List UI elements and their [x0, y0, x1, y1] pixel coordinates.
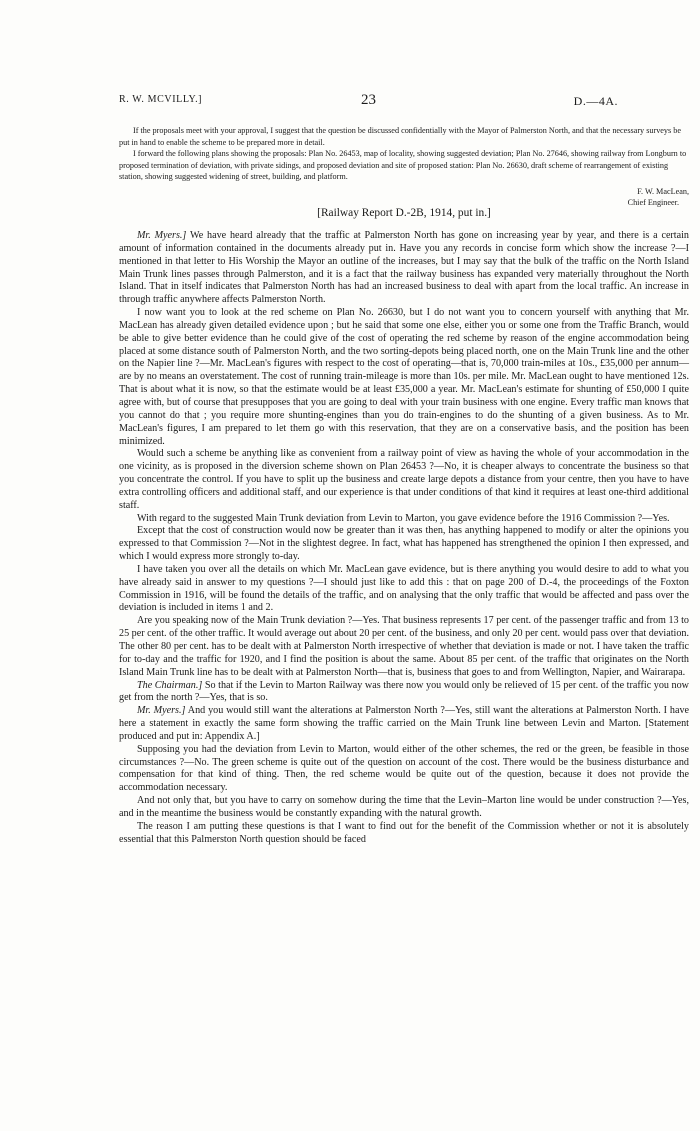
paragraph-text: So that if the Levin to Marton Railway was there now you would only be relieved of 15 per cent. of the traffic you now get from the north ?—Yes, that is so. — [119, 679, 689, 704]
testimony-paragraph — [119, 705, 689, 744]
page-header — [119, 92, 618, 112]
speaker-label: Mr. Myers.] — [137, 705, 186, 717]
testimony-paragraph — [119, 513, 689, 526]
paragraph-text: Supposing you had the deviation from Levin to Marton, would either of the other schemes, the red or the green, be feasible in those circumstances ?—No. The green scheme is quite out of the question on account of the cost. There would be the business disturbance and compensation for that kind of thing. Then, the red scheme would be quite out of the question, because it does not provide the accommodation necessary. — [119, 743, 689, 794]
testimony-paragraph — [119, 230, 689, 307]
header-witness-name: R. W. MCVILLY.] — [119, 94, 203, 105]
paragraph-text: We have heard already that the traffic at Palmerston North has gone on increasing year by year, and there is a certain amount of information contained in the documents already put in. Have you any records in concise form which show the increase ?—I mentioned in that letter to His Worship the Mayor an outline of the increases, but I may say that the bulk of the traffic on the North Island Main Trunk lines passes through Palmerston, and it is a fact that the railway business has expanded very materially throughout the North Island. That in itself indicates that Palmerston North has had an increased business to deal with apart from the local traffic. An increase in through traffic anywhere affects Palmerston North. — [119, 230, 689, 306]
report-caption: [Railway Report D.-2B, 1914, put in.] — [317, 207, 491, 219]
testimony-paragraph — [119, 615, 689, 679]
page-number: 23 — [361, 92, 376, 108]
header-document-code: D.—4A. — [573, 94, 618, 108]
testimony-paragraph — [119, 448, 689, 512]
testimony-paragraph — [119, 821, 689, 847]
paragraph-text: Would such a scheme be anything like as convenient from a railway point of view as having the whole of your accommodation in the one vicinity, as is proposed in the diversion scheme shown on Plan 26453 ?—No, it is cheaper always to concentrate the business so that you concentrate the control. If you have to split up the business and create large depots a distance from your centre, then you have to have extra controlling officers and additional staff, and our experience is that under conditions of that kind it requires at least one-third additional staff. — [119, 448, 689, 511]
paragraph-text: Are you speaking now of the Main Trunk deviation ?—Yes. That business represents 17 per cent. of the passenger traffic and from 13 to 25 per cent. of the other traffic. It would average out about 20 per cent. of the business, and only 20 per cent. would pass over that deviation. The other 80 per cent. has to be dealt with at Palmerston North irrespective of whether that deviation is made or not. I have taken the traffic for to-day and the traffic for 1920, and I find the position is about the same. About 85 per cent. of the traffic that originates on the North Island Main Trunk line has to be dealt with at Palmerston North—that is, business that goes to and from Wellington, Napier, and Wairarapa. — [119, 615, 689, 678]
paragraph-text: The reason I am putting these questions is that I want to find out for the benefit of the Commission whether or not it is absolutely essential that this Palmerston North question should be faced — [119, 820, 689, 845]
testimony-paragraph — [119, 795, 689, 821]
paragraph-text: Except that the cost of construction would now be greater than it was then, has anything happened to modify or alter the opinions you expressed to that Commission ?—Not in the slightest degree. In fact, what has happened has strengthened the opinion I then expressed, and which I would express more strongly to-day. — [119, 525, 689, 563]
signature-name: F. W. MacLean, — [637, 186, 689, 196]
signature-title: Chief Engineer. — [627, 197, 679, 207]
testimony-paragraph — [119, 744, 689, 795]
paragraph-text: I have taken you over all the details on which Mr. MacLean gave evidence, but is there anything you would desire to add to what you have already said in answer to my questions ?—I should just like to add this : that on page 200 of D.-4, the proceedings of the Foxton Commission in 1916, will be found the details of the traffic, and on analysing that the only traffic that would be affected and pass over the deviation is included in items 1 and 2. — [119, 563, 689, 614]
paragraph-text: And you would still want the alterations at Palmerston North ?—Yes, still want the alterations at Palmerston North. I have here a statement in exactly the same form showing the traffic carried on the Main Trunk line between Levin and Marton. [Statement produced and put in: Appendix A.] — [119, 705, 689, 742]
testimony-paragraph — [119, 680, 689, 706]
letter-signature — [119, 186, 689, 208]
testimony-body — [119, 230, 689, 847]
letter-excerpt — [119, 125, 689, 208]
testimony-paragraph — [119, 525, 689, 564]
paragraph-text: With regard to the suggested Main Trunk deviation from Levin to Marton, you gave evidence before the 1916 Commission ?—Yes. — [137, 512, 670, 524]
testimony-paragraph — [119, 307, 689, 448]
speaker-label: The Chairman.] — [137, 679, 203, 691]
testimony-paragraph — [119, 564, 689, 615]
paragraph-text: I now want you to look at the red scheme on Plan No. 26630, but I do not want you to concern yourself with anything that Mr. MacLean has already given detailed evidence upon ; but he said that some one else, either you or some one from the Traffic Branch, would be able to give better evidence than he could give of the cost of operating the red scheme by reason of the engine accommodation being placed at some distance south of Palmerston North, and the two sorting-depots being placed north, one on the Main Trunk line and the other on the Napier line ?—Mr. MacLean's figures with respect to the cost of operating—that is, 70,000 train-miles at 10s., £35,000 per annum—are by no means an overstatement. The cost of running train-mileage is more than 10s. per mile. Mr. MacLean ought to have mentioned 12s. That is about what it is now, so that the estimate would be at least £35,000 a year. Mr. MacLean's estimate for shunting of £50,000 I quite agree with, but of course that presupposes that you are going to deal with your train business with one engine. Every traffic man knows that you cannot do that ; you require more shunting-engines than you do train-engines to do the shunting of a given business. As to Mr. MacLean's figures, I am prepared to let them go with this reservation, that they are on a conservative basis, and the position has been minimized. — [119, 307, 689, 447]
speaker-label: Mr. Myers.] — [137, 230, 187, 241]
letter-paragraph: I forward the following plans showing the proposals: Plan No. 26453, map of locality, showing suggested deviation; Plan No. 27646, showing railway from Longburn to proposed termination of deviation, with private sidings, and proposed deviation and site of proposed station: Plan No. 26630, draft scheme of rearrangement of existing station, showing suggested widening of street, building, and platform. — [119, 149, 687, 181]
paragraph-text: And not only that, but you have to carry on somehow during the time that the Levin–Marton line would be under construction ?—Yes, and in the meantime the business would be constantly expanding with the natural growth. — [119, 795, 689, 819]
letter-paragraph: If the proposals meet with your approval, I suggest that the question be discussed confidentially with the Mayor of Palmerston North, and that the necessary surveys be put in hand to enable the scheme to be prepared more in detail. — [119, 126, 681, 147]
